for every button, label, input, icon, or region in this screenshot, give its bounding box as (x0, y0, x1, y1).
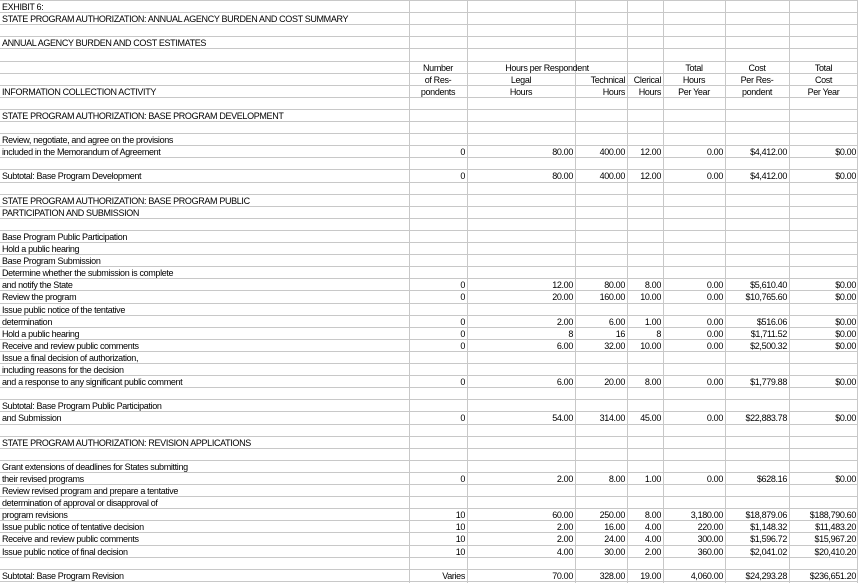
cell-technical: 6.00 (608, 316, 625, 327)
cell-technical: 160.00 (599, 292, 625, 303)
cell-total-cost: $236,651.20 (809, 570, 856, 581)
cell-cost-per-respondent: $22,883.78 (745, 413, 787, 424)
cell-number: 10 (455, 534, 465, 545)
cell-legal: 60.00 (552, 510, 573, 521)
header-total-hours: Per Year (678, 86, 710, 97)
cell-total-hours: 0.00 (706, 413, 723, 424)
cell-legal: 80.00 (552, 147, 573, 158)
activity-label: Receive and review public comments (2, 534, 139, 545)
cell-number: 10 (455, 522, 465, 533)
header-total-cost: Cost (814, 74, 833, 85)
cell-number: 0 (460, 377, 465, 388)
cell-cost-per-respondent: $1,148.32 (750, 522, 787, 533)
cell-technical: 400.00 (599, 171, 625, 182)
cell-legal: 8 (568, 328, 573, 339)
activity-label: Review revised program and prepare a tentative (2, 486, 179, 496)
activity-label: Hold a public hearing (2, 328, 80, 339)
cell-technical: 30.00 (604, 546, 625, 557)
cell-total-hours: 3,180.00 (690, 510, 723, 521)
header-legal-hours: Hours (509, 86, 533, 97)
header-technical-hours: Technical (590, 74, 625, 85)
cell-total-cost: $11,483.20 (815, 522, 856, 533)
cell-number: 0 (460, 292, 465, 303)
cell-cost-per-respondent: $5,610.40 (750, 280, 787, 291)
exhibit-label: EXHIBIT 6: (2, 2, 44, 12)
cell-clerical: 1.00 (644, 473, 661, 484)
cell-clerical: 8 (656, 328, 661, 339)
cell-clerical: 10.00 (640, 340, 661, 351)
cell-legal: 2.00 (556, 534, 573, 545)
activity-label: program revisions (2, 510, 68, 521)
activity-label: and Submission (2, 413, 62, 424)
cell-clerical: 12.00 (640, 147, 661, 158)
cell-total-cost: $188,790.60 (809, 510, 856, 521)
activity-label: Issue public notice of tentative decision (2, 522, 144, 533)
cell-legal: 4.00 (556, 546, 573, 557)
activity-label: Grant extensions of deadlines for States submitting (2, 461, 188, 472)
cell-clerical: 4.00 (644, 534, 661, 545)
cell-number: 0 (460, 171, 465, 182)
cell-clerical: 8.00 (644, 377, 661, 388)
cell-total-cost: $0.00 (835, 413, 856, 424)
cell-total-cost: $0.00 (835, 280, 856, 291)
header-number: pondents (420, 86, 456, 97)
cell-cost-per-respondent: $516.06 (756, 316, 787, 327)
cell-total-hours: 0.00 (706, 280, 723, 291)
cell-total-cost: $0.00 (835, 328, 856, 339)
cell-number: 0 (460, 316, 465, 327)
cell-number: 10 (455, 546, 465, 557)
activity-label: Subtotal: Base Program Revision (2, 570, 124, 581)
activity-label: Issue a final decision of authorization, (2, 352, 139, 363)
cell-number: 0 (460, 473, 465, 484)
cell-cost-per-respondent: $1,779.88 (750, 377, 787, 388)
cell-total-hours: 300.00 (697, 534, 723, 545)
header-technical-hours: Hours (602, 86, 625, 97)
cell-total-cost: $0.00 (835, 473, 856, 484)
cell-total-hours: 220.00 (697, 522, 723, 533)
cell-clerical: 4.00 (644, 522, 661, 533)
activity-label: PARTICIPATION AND SUBMISSION (2, 207, 140, 218)
cell-legal: 54.00 (552, 413, 573, 424)
cell-legal: 70.00 (552, 570, 573, 581)
header-cost-per-respondent: Per Res- (740, 74, 774, 85)
cell-cost-per-respondent: $1,711.52 (750, 328, 787, 339)
cell-total-hours: 0.00 (706, 473, 723, 484)
activity-label: determination of approval or disapproval of (2, 498, 158, 509)
header-legal-hours: Legal (510, 74, 532, 85)
cell-legal: 12.00 (552, 280, 573, 291)
cell-technical: 328.00 (599, 570, 625, 581)
sheet-title: STATE PROGRAM AUTHORIZATION: ANNUAL AGENCY BURDEN AND COST SUMMARY (2, 14, 349, 25)
cell-clerical: 12.00 (640, 171, 661, 182)
cell-clerical: 10.00 (640, 292, 661, 303)
cell-clerical: 45.00 (640, 413, 661, 424)
cell-cost-per-respondent: $24,293.28 (745, 570, 787, 581)
cell-technical: 32.00 (604, 340, 625, 351)
activity-label: Hold a public hearing (2, 244, 80, 254)
activity-label: Subtotal: Base Program Development (2, 171, 142, 182)
cell-clerical: 8.00 (644, 510, 661, 521)
cell-technical: 24.00 (604, 534, 625, 545)
cell-legal: 20.00 (552, 292, 573, 303)
header-total-cost: Total (814, 62, 833, 73)
cell-cost-per-respondent: $2,041.02 (750, 546, 787, 557)
cell-cost-per-respondent: $1,596.72 (750, 534, 787, 545)
activity-label: and a response to any significant public comment (2, 377, 183, 388)
activity-label: Determine whether the submission is complete (2, 268, 174, 279)
cell-total-cost: $0.00 (835, 377, 856, 388)
cell-clerical: 8.00 (644, 280, 661, 291)
header-cost-per-respondent: pondent (741, 86, 773, 97)
cell-legal: 2.00 (556, 316, 573, 327)
header-hours-per-respondent: Hours per Respondent (505, 62, 589, 73)
cell-total-hours: 0.00 (706, 328, 723, 339)
header-total-cost: Per Year (807, 86, 840, 97)
cell-total-cost: $0.00 (835, 316, 856, 327)
activity-label: Review, negotiate, and agree on the provisions (2, 135, 174, 146)
cell-number: 0 (460, 280, 465, 291)
cell-clerical: 19.00 (640, 570, 661, 581)
cell-clerical: 2.00 (644, 546, 661, 557)
cell-technical: 250.00 (599, 510, 625, 521)
cell-total-cost: $0.00 (835, 147, 856, 158)
cell-total-cost: $0.00 (835, 292, 856, 303)
cell-legal: 80.00 (552, 171, 573, 182)
activity-label: STATE PROGRAM AUTHORIZATION: REVISION APPLICATIONS (2, 437, 251, 448)
cell-total-cost: $0.00 (835, 171, 856, 182)
cell-cost-per-respondent: $4,412.00 (750, 171, 787, 182)
activity-label: Subtotal: Base Program Public Participation (2, 401, 162, 412)
cell-number: 0 (460, 340, 465, 351)
cell-total-cost: $15,967.20 (814, 534, 856, 545)
header-clerical-hours: Hours (638, 86, 661, 97)
cell-total-hours: 0.00 (706, 171, 723, 182)
header-number: Number (423, 62, 453, 73)
activity-label: Receive and review public comments (2, 340, 139, 351)
sheet-subtitle: ANNUAL AGENCY BURDEN AND COST ESTIMATES (2, 38, 207, 49)
activity-label: Base Program Public Participation (2, 231, 128, 242)
cell-total-hours: 0.00 (706, 316, 723, 327)
activity-label: Review the program (2, 292, 77, 303)
activity-label: included in the Memorandum of Agreement (2, 147, 161, 158)
cell-clerical: 1.00 (644, 316, 661, 327)
cell-technical: 80.00 (604, 280, 625, 291)
header-total-hours: Total (685, 62, 703, 73)
cell-total-cost: $0.00 (835, 340, 856, 351)
cell-technical: 314.00 (599, 413, 625, 424)
cell-cost-per-respondent: $18,879.06 (745, 510, 787, 521)
cell-number: 0 (460, 413, 465, 424)
cell-total-hours: 360.00 (697, 546, 723, 557)
cell-total-cost: $20,410.20 (814, 546, 856, 557)
cell-technical: 16.00 (604, 522, 625, 533)
cell-technical: 16 (615, 328, 625, 339)
activity-label: STATE PROGRAM AUTHORIZATION: BASE PROGRAM DEVELOPMENT (2, 110, 284, 121)
activity-label: including reasons for the decision (2, 365, 124, 375)
cell-total-hours: 0.00 (706, 377, 723, 388)
cell-technical: 20.00 (604, 377, 625, 388)
cell-technical: 400.00 (599, 147, 625, 158)
cell-legal: 2.00 (556, 522, 573, 533)
activity-label: determination (2, 316, 52, 327)
cell-total-hours: 0.00 (706, 147, 723, 158)
cell-total-hours: 0.00 (706, 292, 723, 303)
cell-number: Varies (442, 570, 465, 581)
cell-number: 0 (460, 328, 465, 339)
cell-legal: 6.00 (556, 340, 573, 351)
cell-cost-per-respondent: $10,765.60 (745, 292, 787, 303)
header-clerical-hours: Clerical (633, 74, 661, 85)
header-activity: INFORMATION COLLECTION ACTIVITY (2, 86, 156, 97)
activity-label: Issue public notice of final decision (2, 546, 128, 557)
cell-legal: 6.00 (556, 377, 573, 388)
cell-technical: 8.00 (608, 473, 625, 484)
cell-cost-per-respondent: $4,412.00 (750, 147, 787, 158)
cell-total-hours: 0.00 (706, 340, 723, 351)
activity-label: their revised programs (2, 473, 84, 484)
header-number: of Res- (424, 74, 452, 85)
header-total-hours: Hours (682, 74, 706, 85)
cell-legal: 2.00 (556, 473, 573, 484)
cell-number: 0 (460, 147, 465, 158)
activity-label: Base Program Submission (2, 256, 101, 267)
activity-label: STATE PROGRAM AUTHORIZATION: BASE PROGRAM PUBLIC (2, 195, 250, 206)
activity-label: and notify the State (2, 280, 73, 291)
cell-cost-per-respondent: $2,500.32 (750, 340, 787, 351)
cell-cost-per-respondent: $628.16 (756, 473, 787, 484)
cell-number: 10 (455, 510, 465, 521)
cell-total-hours: 4,060.00 (690, 570, 723, 581)
header-cost-per-respondent: Cost (748, 62, 766, 73)
activity-label: Issue public notice of the tentative (2, 304, 125, 315)
